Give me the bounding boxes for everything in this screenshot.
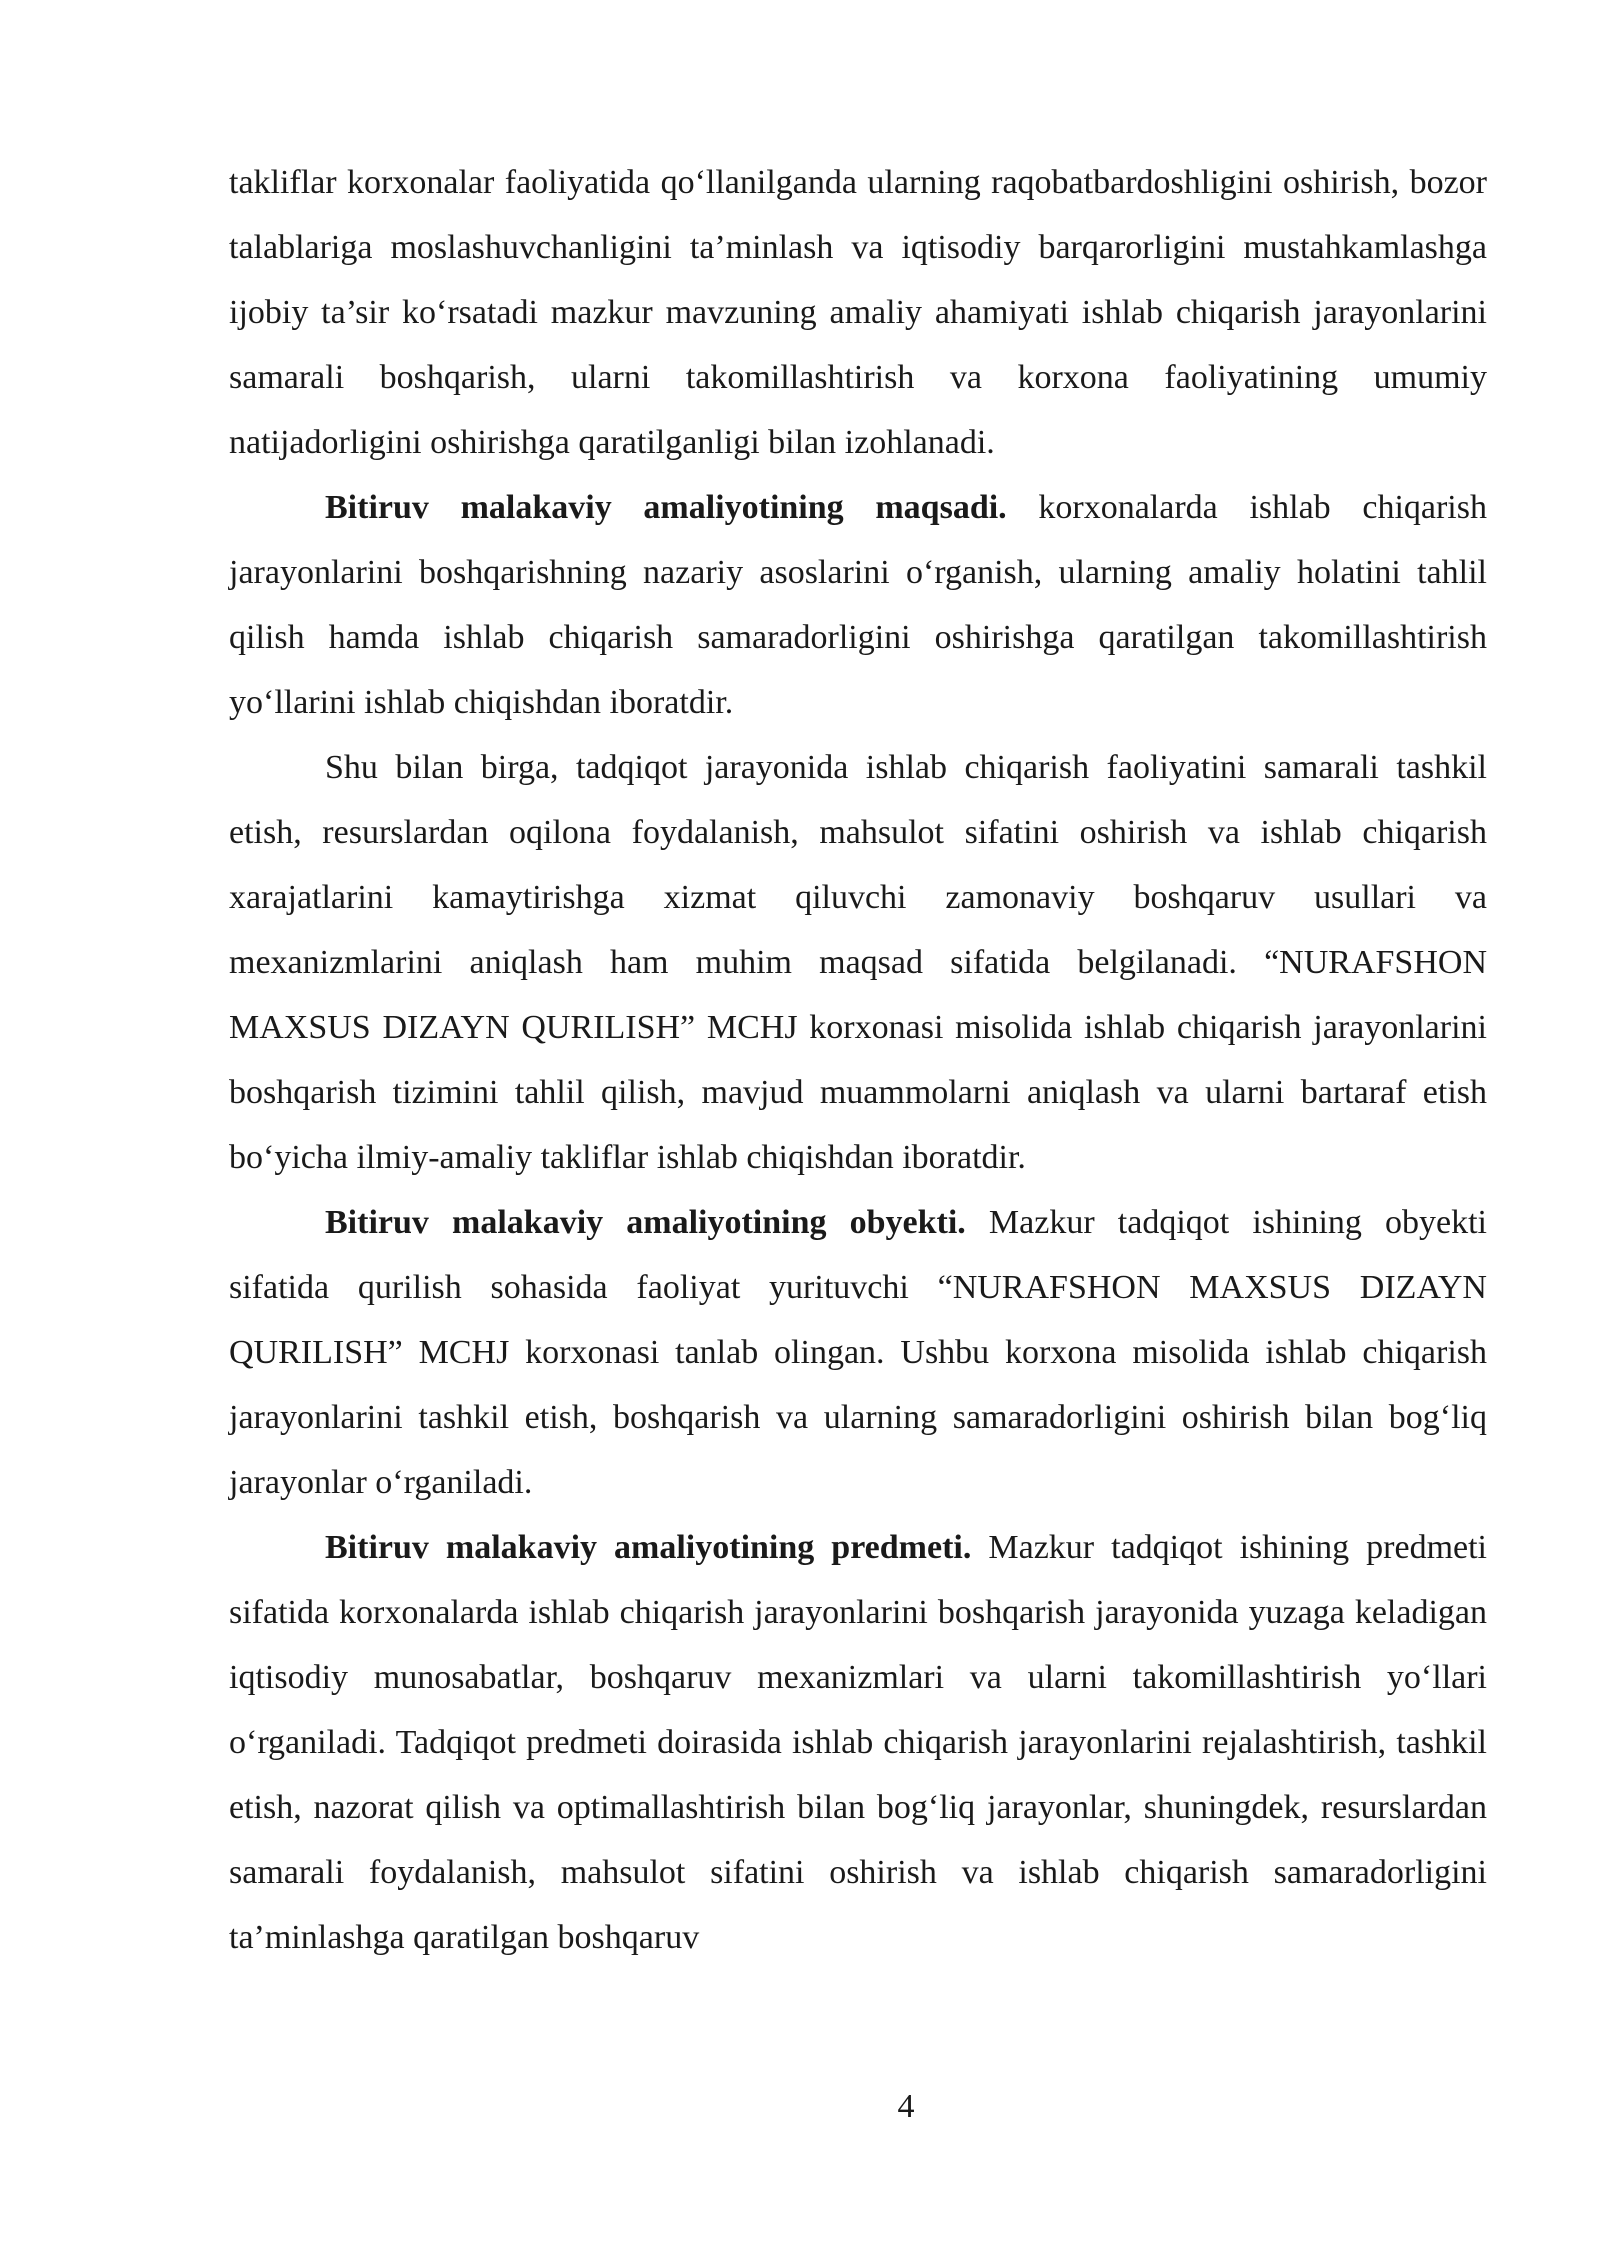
paragraph-text: Mazkur tadqiqot ishining predmeti sifatida korxonalarda ishlab chiqarish jarayonlarini boshqarish jarayonida yuzaga keladigan iqtisodiy munosabatlar, boshqaruv mexanizmlari va ularni takomillashtirish yo‘llari o‘rganiladi. Tadqiqot predmeti doirasida ishlab chiqarish jarayonlarini rejalashtirish, tashkil etish, nazorat qilish va optimallashtirish bilan bog‘liq jarayonlar, shuningdek, resurslardan samarali foydalanish, mahsulot sifatini oshirish va ishlab chiqarish samaradorligini ta’minlashga qaratilgan boshqaruv	[229, 1529, 1487, 1956]
paragraph-heading: Bitiruv malakaviy amaliyotining maqsadi.	[325, 489, 1007, 526]
paragraph-text: Mazkur tadqiqot ishining obyekti sifatida qurilish sohasida faoliyat yurituvchi “NURAFSHON MAXSUS DIZAYN QURILISH” MCHJ korxonasi tanlab olingan. Ushbu korxona misolida ishlab chiqarish jarayonlarini tashkil etish, boshqarish va ularning samaradorligini oshirish bilan bog‘liq jarayonlar o‘rganiladi.	[229, 1204, 1488, 1501]
paragraph-heading: Bitiruv malakaviy amaliyotining predmeti.	[325, 1529, 972, 1566]
paragraph-goal-continued	[229, 735, 1487, 1190]
paragraph-object	[229, 1190, 1487, 1515]
paragraph-text: Shu bilan birga, tadqiqot jarayonida ishlab chiqarish faoliyatini samarali tashkil etish, resurslardan oqilona foydalanish, mahsulot sifatini oshirish va ishlab chiqarish xarajatlarini kamaytirishga xizmat qiluvchi zamonaviy boshqaruv usullari va mexanizmlarini aniqlash ham muhim maqsad sifatida belgilanadi. “NURAFSHON MAXSUS DIZAYN QURILISH” MCHJ korxonasi misolida ishlab chiqarish jarayonlarini boshqarish tizimini tahlil qilish, mavjud muammolarni aniqlash va ularni bartaraf etish bo‘yicha ilmiy-amaliy takliflar ishlab chiqishdan iboratdir.	[229, 749, 1487, 1176]
paragraph-subject	[229, 1515, 1487, 1970]
paragraph-continuation	[229, 150, 1487, 475]
paragraph-heading: Bitiruv malakaviy amaliyotining obyekti.	[325, 1204, 966, 1241]
paragraph-text: takliflar korxonalar faoliyatida qo‘llanilganda ularning raqobatbardoshligini oshirish, bozor talablariga moslashuvchanligini ta’minlash va iqtisodiy barqarorligini mustahkamlashga ijobiy ta’sir ko‘rsatadi mazkur mavzuning amaliy ahamiyati ishlab chiqarish jarayonlarini samarali boshqarish, ularni takomillashtirish va korxona faoliyatining umumiy natijadorligini oshirishga qaratilganligi bilan izohlanadi.	[229, 164, 1487, 461]
paragraph-goal	[229, 475, 1487, 735]
page-number: 4	[897, 2088, 915, 2125]
paragraph-text: korxonalarda ishlab chiqarish jarayonlarini boshqarishning nazariy asoslarini o‘rganish, ularning amaliy holatini tahlil qilish hamda ishlab chiqarish samaradorligini oshirishga qaratilgan takomillashtirish yo‘llarini ishlab chiqishdan iboratdir.	[229, 489, 1487, 721]
body-text	[229, 150, 1487, 1970]
